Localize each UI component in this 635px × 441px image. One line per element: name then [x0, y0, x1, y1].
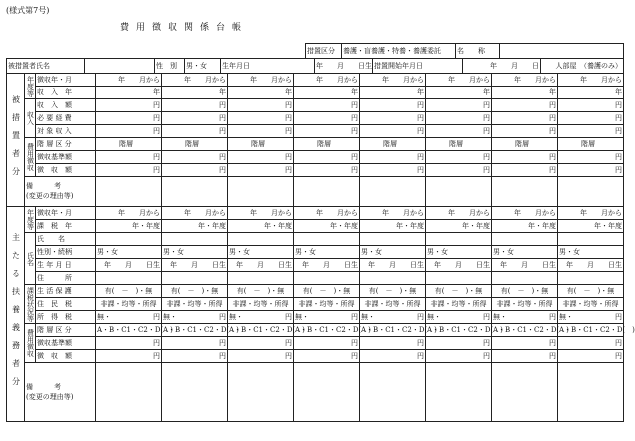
name-field[interactable] [500, 44, 624, 59]
welfare-cell[interactable]: 有( － )・無 [360, 285, 426, 298]
sup-tier-cell[interactable]: A・B・C1・C2・D( ) [228, 324, 294, 337]
sup-fee-standard-cell[interactable]: 円 [162, 337, 228, 350]
income-tax-cell[interactable] [426, 311, 492, 324]
tax-year-cell[interactable]: 年・年度 [492, 220, 558, 233]
sup-remarks-cell[interactable] [96, 363, 162, 422]
tier-cell[interactable] [492, 138, 558, 151]
income-tax-label: 所 得 税 [36, 311, 96, 324]
tier-cell[interactable] [294, 138, 360, 151]
fee-standard-cell[interactable]: 円 [360, 151, 426, 164]
income-year-cell[interactable]: 年 [96, 87, 162, 99]
sup-tax-year-row [7, 220, 624, 233]
income-amount-cell[interactable]: 円 [360, 99, 426, 112]
tax-year-cell[interactable]: 年・年度 [228, 220, 294, 233]
resident-tax-cell[interactable]: 非課・均等・所得 [426, 298, 492, 311]
fee-standard-cell[interactable]: 円 [492, 151, 558, 164]
welfare-cell[interactable]: 有( － )・無 [492, 285, 558, 298]
subject-collection-year-row [7, 74, 624, 87]
start-value[interactable]: 年 月 日 [463, 59, 541, 74]
tier-text: 階層 [119, 139, 133, 148]
sup-remarks-subtitle: (変更の理由等) [26, 392, 74, 401]
fee-standard-label: 徴収基準額 [36, 151, 96, 164]
sup-birth-cell[interactable]: 年 月 日生 [162, 259, 228, 272]
remarks-cell[interactable] [228, 177, 294, 207]
income-amount-cell[interactable]: 円 [558, 99, 624, 112]
sup-remarks-label [25, 363, 96, 422]
sup-fee-amount-cell[interactable]: 円 [558, 350, 624, 363]
cell-prefix: 無・ [163, 312, 177, 321]
welfare-cell[interactable]: 有( － )・無 [558, 285, 624, 298]
tier-text: 階層 [251, 139, 265, 148]
income-group-label: 収入 [25, 99, 36, 138]
sup-birth-cell[interactable]: 年 月 日生 [360, 259, 426, 272]
sup-tier-cell[interactable]: A・B・C1・C2・D( ) [162, 324, 228, 337]
sup-tier-label: 階 層 区 分 [36, 324, 96, 337]
sup-remarks-cell[interactable] [162, 363, 228, 422]
cell-prefix: 無・ [295, 312, 309, 321]
expense-cell[interactable]: 円 [294, 112, 360, 125]
gender-relation-cell[interactable]: 男・女 [294, 246, 360, 259]
cell-prefix: 無・ [427, 312, 441, 321]
sup-birth-cell[interactable]: 年 月 日生 [228, 259, 294, 272]
fee-amount-cell[interactable]: 円 [360, 164, 426, 177]
sup-name-cell[interactable] [228, 233, 294, 246]
tier-cell[interactable] [228, 138, 294, 151]
fee-amount-cell[interactable]: 円 [228, 164, 294, 177]
remarks-cell[interactable] [294, 177, 360, 207]
tier-text: 階層 [317, 139, 331, 148]
subject-name-label: 被措置者氏名 [7, 59, 85, 74]
fee-amount-cell[interactable]: 円 [426, 164, 492, 177]
collection-year-label: 徴収年・月 [36, 74, 96, 87]
sup-fee-amount-cell[interactable]: 円 [96, 350, 162, 363]
cell-prefix: 無・ [229, 312, 243, 321]
gender-relation-cell[interactable]: 男・女 [96, 246, 162, 259]
sup-fee-standard-label: 徴収基準額 [36, 337, 96, 350]
tax-year-cell[interactable]: 年・年度 [558, 220, 624, 233]
sup-name-row [7, 233, 624, 246]
dept-label: 人部屋 （養護のみ） [541, 59, 624, 74]
tier-cell[interactable] [162, 138, 228, 151]
collection-year-cell[interactable]: 年 月から [492, 74, 558, 87]
sup-name-cell[interactable] [360, 233, 426, 246]
subject-income-amount-row [7, 99, 624, 112]
resident-tax-cell[interactable]: 非課・均等・所得 [360, 298, 426, 311]
sup-welfare-row [7, 285, 624, 298]
address-cell[interactable] [294, 272, 360, 285]
collection-year-cell[interactable]: 年 月から [96, 74, 162, 87]
tier-cell[interactable] [426, 138, 492, 151]
sup-tier-cell[interactable]: A・B・C1・C2・D( ) [96, 324, 162, 337]
income-year-cell[interactable]: 年 [228, 87, 294, 99]
income-year-cell[interactable]: 年 [162, 87, 228, 99]
gender-relation-cell[interactable]: 男・女 [228, 246, 294, 259]
sup-tier-cell[interactable]: A・B・C1・C2・D( ) [558, 324, 624, 337]
remarks-cell[interactable] [360, 177, 426, 207]
sup-name-cell[interactable] [426, 233, 492, 246]
sup-tier-cell[interactable]: A・B・C1・C2・D( ) [426, 324, 492, 337]
start-label: 措置開始年月日 [373, 59, 463, 74]
tax-year-cell[interactable]: 年・年度 [426, 220, 492, 233]
sup-address-row [7, 272, 624, 285]
income-tax-cell[interactable] [162, 311, 228, 324]
income-tax-cell[interactable] [492, 311, 558, 324]
fee-ledger-table [6, 73, 635, 422]
target-income-cell[interactable]: 円 [162, 125, 228, 138]
sup-name-cell[interactable] [294, 233, 360, 246]
sup-fee-standard-row [7, 337, 624, 350]
sup-fee-standard-cell[interactable]: 円 [228, 337, 294, 350]
gender-relation-label: 性別・続柄 [36, 246, 96, 259]
sup-year-group-label: 年度等 [25, 207, 36, 233]
sup-fee-standard-cell[interactable]: 円 [96, 337, 162, 350]
cell-suffix: 円 [153, 312, 160, 321]
tier-cell[interactable] [360, 138, 426, 151]
subject-remarks-row [7, 177, 624, 207]
sup-fee-amount-cell[interactable]: 円 [360, 350, 426, 363]
subject-name-field[interactable] [85, 59, 155, 74]
income-tax-cell[interactable] [294, 311, 360, 324]
fee-group-label: 費用徴収 [25, 138, 36, 177]
tier-text: 階層 [515, 139, 529, 148]
sup-birth-cell[interactable]: 年 月 日生 [96, 259, 162, 272]
category-label: 措置区分 [306, 44, 342, 59]
resident-tax-cell[interactable]: 非課・均等・所得 [558, 298, 624, 311]
resident-tax-cell[interactable]: 非課・均等・所得 [96, 298, 162, 311]
sup-name-cell[interactable] [96, 233, 162, 246]
sup-gender-row [7, 246, 624, 259]
income-amount-cell[interactable]: 円 [492, 99, 558, 112]
expense-label: 必 要 経 費 [36, 112, 96, 125]
tier-text: 階層 [581, 139, 595, 148]
sup-fee-amount-row [7, 350, 624, 363]
welfare-cell[interactable]: 有( － )・無 [228, 285, 294, 298]
welfare-label: 生 活 保 護 [36, 285, 96, 298]
resident-tax-cell[interactable]: 非課・均等・所得 [492, 298, 558, 311]
gender-relation-cell[interactable]: 男・女 [360, 246, 426, 259]
income-amount-cell[interactable]: 円 [162, 99, 228, 112]
tier-cell[interactable] [96, 138, 162, 151]
income-year-cell[interactable]: 年 [294, 87, 360, 99]
subject-tier-row [7, 138, 624, 151]
sup-birth-cell[interactable]: 年 月 日生 [294, 259, 360, 272]
sup-collection-year-label: 徴収年・月 [36, 207, 96, 220]
expense-cell[interactable]: 円 [360, 112, 426, 125]
address-cell[interactable] [492, 272, 558, 285]
sup-remarks-row [7, 363, 624, 422]
subject-income-year-row [7, 87, 624, 99]
sup-remarks-cell[interactable] [492, 363, 558, 422]
welfare-cell[interactable]: 有( － )・無 [96, 285, 162, 298]
cell-prefix: 無・ [559, 312, 573, 321]
remarks-title: 備 考 [26, 182, 61, 190]
target-income-cell[interactable]: 円 [228, 125, 294, 138]
income-tax-cell[interactable] [228, 311, 294, 324]
tier-text: 階層 [383, 139, 397, 148]
gender-relation-cell[interactable]: 男・女 [492, 246, 558, 259]
sup-tier-cell[interactable]: A・B・C1・C2・D( ) [492, 324, 558, 337]
sup-fee-standard-cell[interactable]: 円 [492, 337, 558, 350]
collection-year-cell[interactable]: 年 月から [294, 74, 360, 87]
fee-standard-cell[interactable]: 円 [162, 151, 228, 164]
sup-income-tax-row [7, 311, 624, 324]
birth-value[interactable]: 年 月 日生 [315, 59, 373, 74]
sup-name-cell[interactable] [162, 233, 228, 246]
remarks-cell[interactable] [558, 177, 624, 207]
sup-fee-amount-cell[interactable]: 円 [492, 350, 558, 363]
fee-amount-cell[interactable]: 円 [162, 164, 228, 177]
category-value[interactable]: 養護・盲養護・特養・養護委託 [342, 44, 456, 59]
tier-text: 階層 [185, 139, 199, 148]
form-number: (様式第7号) [6, 6, 50, 15]
sup-collection-year-cell[interactable]: 年 月から [558, 207, 624, 220]
subject-fee-amount-row [7, 164, 624, 177]
sup-fee-amount-cell[interactable]: 円 [426, 350, 492, 363]
gender-label: 性 別 [155, 59, 185, 74]
section-subject-label: 被措置者分 [7, 74, 25, 207]
sup-fee-standard-cell[interactable]: 円 [294, 337, 360, 350]
fee-amount-cell[interactable]: 円 [558, 164, 624, 177]
sup-fee-standard-cell[interactable]: 円 [558, 337, 624, 350]
section-supporter-label: 主たる扶養義務者分 [7, 207, 25, 422]
income-year-label: 収 入 年 [36, 87, 96, 99]
collection-year-cell[interactable]: 年 月から [162, 74, 228, 87]
tax-year-cell[interactable]: 年・年度 [360, 220, 426, 233]
sup-birth-row [7, 259, 624, 272]
fee-standard-cell[interactable]: 円 [96, 151, 162, 164]
sup-remarks-cell[interactable] [228, 363, 294, 422]
income-tax-cell[interactable] [558, 311, 624, 324]
page-title: 費用徴収関係台帳 [120, 23, 249, 33]
gender-value[interactable]: 男・女 [185, 59, 221, 74]
income-year-cell[interactable]: 年 [426, 87, 492, 99]
sup-resident-row [7, 298, 624, 311]
tier-class-label: 階 層 区 分 [36, 138, 96, 151]
sup-fee-amount-cell[interactable]: 円 [162, 350, 228, 363]
sup-birth-cell[interactable]: 年 月 日生 [426, 259, 492, 272]
sup-fee-standard-cell[interactable]: 円 [360, 337, 426, 350]
welfare-cell[interactable]: 有( － )・無 [426, 285, 492, 298]
fee-amount-cell[interactable]: 円 [96, 164, 162, 177]
sup-remarks-title: 備 考 [26, 382, 61, 391]
sup-name-group-label: 氏名 [25, 233, 36, 285]
sup-tier-cell[interactable]: A・B・C1・C2・D( ) [294, 324, 360, 337]
address-cell[interactable] [426, 272, 492, 285]
tier-cell[interactable] [558, 138, 624, 151]
fee-standard-cell[interactable]: 円 [294, 151, 360, 164]
tax-group-label: 課税状況等 [26, 286, 35, 322]
target-income-cell[interactable]: 円 [360, 125, 426, 138]
subject-fee-standard-row [7, 151, 624, 164]
cell-suffix: 円 [351, 312, 358, 321]
income-amount-cell[interactable]: 円 [228, 99, 294, 112]
target-income-cell[interactable]: 円 [558, 125, 624, 138]
header-row-1 [305, 43, 624, 59]
resident-tax-cell[interactable]: 非課・均等・所得 [162, 298, 228, 311]
subject-expense-row [7, 112, 624, 125]
tier-text: 階層 [449, 139, 463, 148]
gender-relation-cell[interactable]: 男・女 [426, 246, 492, 259]
sup-fee-amount-cell[interactable]: 円 [228, 350, 294, 363]
year-group-label: 年度等 [26, 75, 35, 97]
sup-tier-row [7, 324, 624, 337]
income-year-cell[interactable]: 年 [360, 87, 426, 99]
income-year-cell[interactable]: 年 [492, 87, 558, 99]
income-tax-cell[interactable] [360, 311, 426, 324]
sup-name-cell[interactable] [492, 233, 558, 246]
collection-year-cell[interactable]: 年 月から [558, 74, 624, 87]
resident-tax-cell[interactable]: 非課・均等・所得 [228, 298, 294, 311]
sup-birth-cell[interactable]: 年 月 日生 [558, 259, 624, 272]
cell-prefix: 無・ [361, 312, 375, 321]
cell-prefix: 無・ [97, 312, 111, 321]
target-income-cell[interactable]: 円 [294, 125, 360, 138]
expense-cell[interactable]: 円 [558, 112, 624, 125]
address-cell[interactable] [162, 272, 228, 285]
cell-suffix: 円 [615, 312, 622, 321]
sup-collection-year-cell[interactable]: 年 月から [360, 207, 426, 220]
cell-suffix: 円 [417, 312, 424, 321]
remarks-label [25, 177, 96, 207]
birth-field[interactable] [221, 59, 315, 74]
birth-label: 生年月日 [222, 61, 250, 70]
cell-suffix: 円 [549, 312, 556, 321]
sup-remarks-cell[interactable] [294, 363, 360, 422]
name-label: 名 称 [456, 44, 500, 59]
address-cell[interactable] [360, 272, 426, 285]
cell-prefix: 無・ [493, 312, 507, 321]
cell-suffix: 円 [285, 312, 292, 321]
fee-amount-cell[interactable]: 円 [492, 164, 558, 177]
sup-collection-year-cell[interactable]: 年 月から [228, 207, 294, 220]
address-cell[interactable] [96, 272, 162, 285]
collection-year-cell[interactable]: 年 月から [426, 74, 492, 87]
gender-relation-cell[interactable]: 男・女 [162, 246, 228, 259]
target-income-cell[interactable]: 円 [426, 125, 492, 138]
collection-year-cell[interactable]: 年 月から [360, 74, 426, 87]
address-label: 住 所 [36, 272, 96, 285]
resident-tax-cell[interactable]: 非課・均等・所得 [294, 298, 360, 311]
sup-fee-amount-cell[interactable]: 円 [294, 350, 360, 363]
expense-cell[interactable]: 円 [426, 112, 492, 125]
income-amount-cell[interactable]: 円 [96, 99, 162, 112]
income-amount-cell[interactable]: 円 [426, 99, 492, 112]
sup-collection-year-cell[interactable]: 年 月から [492, 207, 558, 220]
welfare-cell[interactable]: 有( － )・無 [294, 285, 360, 298]
remarks-subtitle: (変更の理由等) [26, 192, 74, 200]
sup-name-cell[interactable] [558, 233, 624, 246]
sup-collection-year-cell[interactable]: 年 月から [162, 207, 228, 220]
sup-fee-group-label: 費用徴収 [25, 324, 36, 363]
sup-birth-cell[interactable]: 年 月 日生 [492, 259, 558, 272]
cell-suffix: 円 [483, 312, 490, 321]
resident-tax-label: 住 民 税 [36, 298, 96, 311]
address-cell[interactable] [558, 272, 624, 285]
sup-collection-year-cell[interactable]: 年 月から [96, 207, 162, 220]
tax-year-cell[interactable]: 年・年度 [162, 220, 228, 233]
welfare-cell[interactable]: 有( － )・無 [162, 285, 228, 298]
sup-collection-year-cell[interactable]: 年 月から [426, 207, 492, 220]
expense-cell[interactable]: 円 [162, 112, 228, 125]
subject-target-income-row [7, 125, 624, 138]
target-income-label: 対 象 収 入 [36, 125, 96, 138]
sup-remarks-cell[interactable] [558, 363, 624, 422]
expense-cell[interactable]: 円 [96, 112, 162, 125]
sup-remarks-cell[interactable] [426, 363, 492, 422]
sup-name-label: 氏 名 [36, 233, 96, 246]
address-cell[interactable] [228, 272, 294, 285]
tax-year-cell[interactable]: 年・年度 [96, 220, 162, 233]
remarks-cell[interactable] [96, 177, 162, 207]
sup-collection-year-cell[interactable]: 年 月から [294, 207, 360, 220]
income-amount-label: 収 入 額 [36, 99, 96, 112]
income-year-cell[interactable]: 年 [558, 87, 624, 99]
collection-year-cell[interactable]: 年 月から [228, 74, 294, 87]
sup-tier-cell[interactable]: A・B・C1・C2・D( ) [360, 324, 426, 337]
income-tax-cell[interactable] [96, 311, 162, 324]
fee-standard-cell[interactable]: 円 [558, 151, 624, 164]
fee-amount-label: 徴 収 額 [36, 164, 96, 177]
income-amount-cell[interactable]: 円 [294, 99, 360, 112]
header-row-2 [6, 58, 624, 74]
tax-year-label: 課 税 年 [36, 220, 96, 233]
sup-remarks-cell[interactable] [360, 363, 426, 422]
sup-fee-standard-cell[interactable]: 円 [426, 337, 492, 350]
fee-amount-cell[interactable]: 円 [294, 164, 360, 177]
target-income-cell[interactable]: 円 [492, 125, 558, 138]
fee-standard-cell[interactable]: 円 [228, 151, 294, 164]
cell-suffix: 円 [219, 312, 226, 321]
fee-standard-cell[interactable]: 円 [426, 151, 492, 164]
sup-birth-label: 生 年 月 日 [36, 259, 96, 272]
target-income-cell[interactable]: 円 [96, 125, 162, 138]
tax-year-cell[interactable]: 年・年度 [294, 220, 360, 233]
expense-cell[interactable]: 円 [492, 112, 558, 125]
remarks-cell[interactable] [492, 177, 558, 207]
remarks-cell[interactable] [426, 177, 492, 207]
remarks-cell[interactable] [162, 177, 228, 207]
gender-relation-cell[interactable]: 男・女 [558, 246, 624, 259]
expense-cell[interactable]: 円 [228, 112, 294, 125]
sup-fee-amount-label: 徴 収 額 [36, 350, 96, 363]
sup-collection-year-row [7, 207, 624, 220]
